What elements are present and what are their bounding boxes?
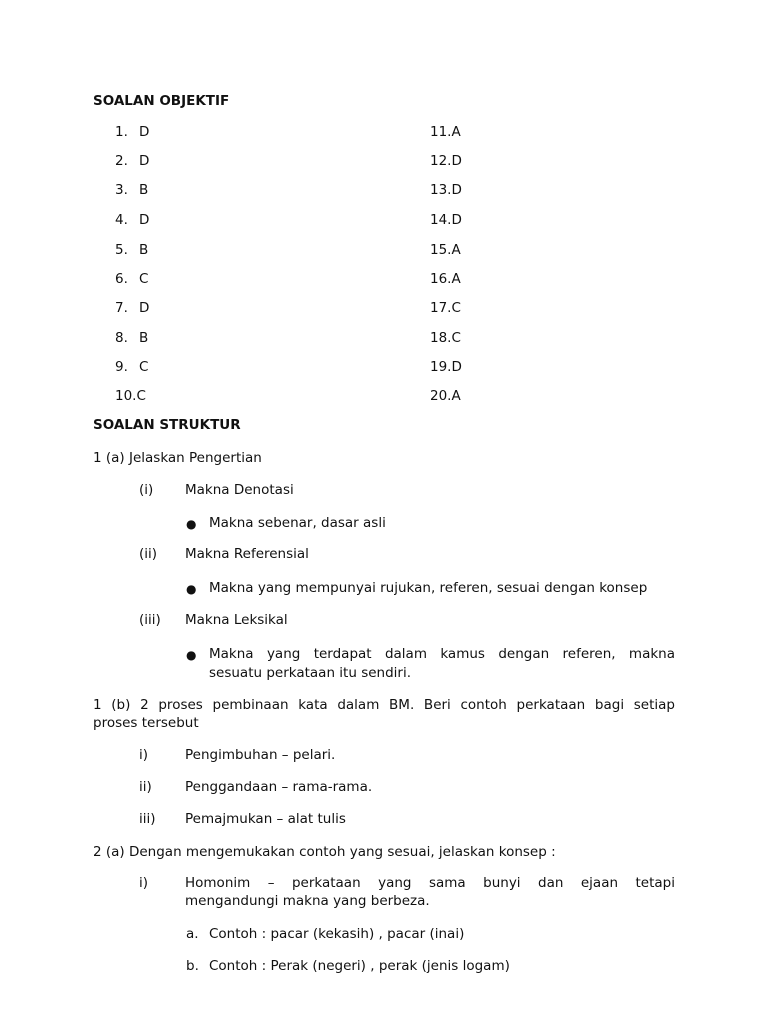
term-label: Makna Referensial	[185, 546, 309, 562]
roman-numeral: ii)	[139, 779, 152, 795]
answer-item: 19.D	[430, 359, 462, 375]
answer-item: 15.A	[430, 242, 461, 258]
term-description: Makna yang mempunyai rujukan, referen, sesuai dengan konsep	[209, 580, 648, 596]
term-description-line: Makna yang terdapat dalam kamus dengan referen, makna	[209, 646, 675, 662]
answer-item: 12.D	[430, 153, 462, 169]
answer-item: 14.D	[430, 212, 462, 228]
term-label: Makna Leksikal	[185, 612, 288, 628]
answer-number: 1.	[115, 124, 128, 140]
question-2a: 2 (a) Dengan mengemukakan contoh yang sesuai, jelaskan konsep :	[93, 844, 556, 860]
answer-number: 9.	[115, 359, 128, 375]
answer-number: 3.	[115, 182, 128, 198]
answer-item: 16.A	[430, 271, 461, 287]
section-heading-struktur: SOALAN STRUKTUR	[93, 417, 241, 433]
question-1a: 1 (a) Jelaskan Pengertian	[93, 450, 262, 466]
answer-letter: C	[139, 359, 149, 375]
question-1b-line: proses tersebut	[93, 715, 199, 731]
answer-number: 2.	[115, 153, 128, 169]
answer-number: 8.	[115, 330, 128, 346]
example-letter: a.	[186, 926, 199, 942]
answer-item: 18.C	[430, 330, 461, 346]
answer-letter: C	[139, 271, 149, 287]
term-description: Makna sebenar, dasar asli	[209, 515, 386, 531]
answer-letter: D	[139, 153, 150, 169]
bullet-icon: ●	[186, 648, 197, 662]
process-item: Pengimbuhan – pelari.	[185, 747, 336, 763]
answer-letter: B	[139, 182, 149, 198]
answer-number: 10.C	[115, 388, 146, 404]
answer-number: 6.	[115, 271, 128, 287]
answer-number: 4.	[115, 212, 128, 228]
roman-numeral: (ii)	[139, 546, 158, 562]
process-item: Penggandaan – rama-rama.	[185, 779, 373, 795]
definition-line: mengandungi makna yang berbeza.	[185, 893, 430, 909]
bullet-icon: ●	[186, 582, 197, 596]
answer-item: 11.A	[430, 124, 461, 140]
example-text: Contoh : pacar (kekasih) , pacar (inai)	[209, 926, 465, 942]
roman-numeral: (iii)	[139, 612, 161, 628]
section-heading-objektif: SOALAN OBJEKTIF	[93, 93, 230, 109]
answer-letter: B	[139, 242, 149, 258]
answer-item: 17.C	[430, 300, 461, 316]
process-item: Pemajmukan – alat tulis	[185, 811, 346, 827]
roman-numeral: iii)	[139, 811, 156, 827]
answer-item: 20.A	[430, 388, 461, 404]
answer-letter: D	[139, 300, 150, 316]
term-description-line: sesuatu perkataan itu sendiri.	[209, 665, 412, 681]
answer-letter: B	[139, 330, 149, 346]
answer-number: 7.	[115, 300, 128, 316]
answer-letter: D	[139, 124, 150, 140]
example-letter: b.	[186, 958, 199, 974]
roman-numeral: (i)	[139, 482, 154, 498]
answer-letter: D	[139, 212, 150, 228]
answer-item: 13.D	[430, 182, 462, 198]
answer-number: 5.	[115, 242, 128, 258]
question-1b-line: 1 (b) 2 proses pembinaan kata dalam BM. Beri contoh perkataan bagi setiap	[93, 697, 675, 713]
roman-numeral: i)	[139, 747, 149, 763]
roman-numeral: i)	[139, 875, 149, 891]
definition-line: Homonim – perkataan yang sama bunyi dan ejaan tetapi	[185, 875, 675, 891]
term-label: Makna Denotasi	[185, 482, 294, 498]
example-text: Contoh : Perak (negeri) , perak (jenis logam)	[209, 958, 510, 974]
bullet-icon: ●	[186, 517, 197, 531]
